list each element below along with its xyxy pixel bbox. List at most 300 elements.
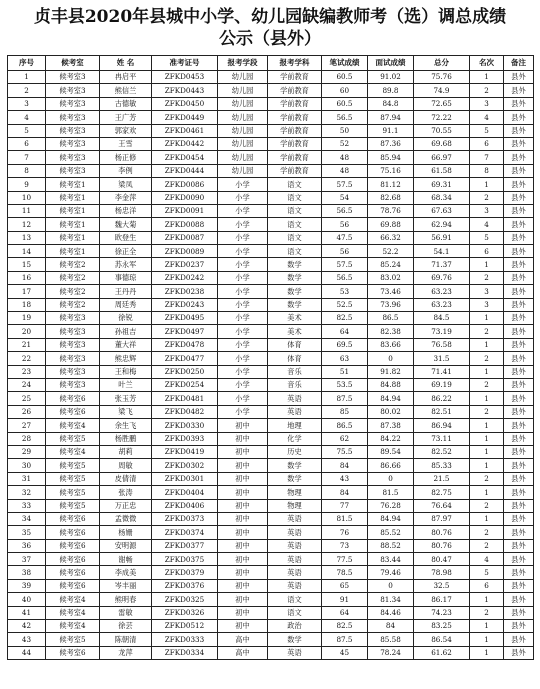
table-row (8, 164, 534, 177)
table-row (8, 472, 534, 485)
cell-ticket: ZFKD0443 (152, 84, 218, 97)
cell-interview: 79.46 (368, 566, 414, 579)
cell-stage: 初中 (218, 445, 268, 458)
cell-remark: 县外 (504, 593, 534, 606)
cell-written: 87.5 (322, 633, 368, 646)
cell-interview: 85.94 (368, 151, 414, 164)
cell-remark: 县外 (504, 137, 534, 150)
cell-seq: 26 (8, 405, 46, 418)
cell-name: 孟微微 (100, 512, 152, 525)
cell-subject: 学前教育 (268, 164, 322, 177)
cell-seq: 14 (8, 245, 46, 258)
cell-written: 48 (322, 151, 368, 164)
table-row (8, 646, 534, 659)
cell-remark: 县外 (504, 392, 534, 405)
cell-ticket: ZFKD0373 (152, 512, 218, 525)
cell-total: 69.76 (414, 271, 470, 284)
cell-name: 孙祖吉 (100, 325, 152, 338)
cell-room: 候考室3 (46, 338, 100, 351)
cell-room: 候考室5 (46, 499, 100, 512)
cell-subject: 化学 (268, 432, 322, 445)
cell-interview: 84 (368, 620, 414, 633)
cell-remark: 县外 (504, 285, 534, 298)
cell-name: 徐芸 (100, 620, 152, 633)
cell-name: 事德琼 (100, 271, 152, 284)
cell-written: 57.5 (322, 258, 368, 271)
cell-written: 56 (322, 218, 368, 231)
cell-written: 84 (322, 486, 368, 499)
cell-remark: 县外 (504, 178, 534, 191)
table-row (8, 445, 534, 458)
table-row (8, 539, 534, 552)
cell-room: 候考室6 (46, 646, 100, 659)
cell-room: 候考室3 (46, 124, 100, 137)
cell-total: 80.76 (414, 539, 470, 552)
cell-written: 78.5 (322, 566, 368, 579)
cell-interview: 81.12 (368, 178, 414, 191)
cell-name: 叶兰 (100, 378, 152, 391)
cell-remark: 县外 (504, 432, 534, 445)
table-row (8, 378, 534, 391)
cell-remark: 县外 (504, 204, 534, 217)
cell-ticket: ZFKD0088 (152, 218, 218, 231)
cell-rank: 7 (470, 151, 504, 164)
cell-total: 69.68 (414, 137, 470, 150)
cell-seq: 27 (8, 419, 46, 432)
cell-name: 李成美 (100, 566, 152, 579)
cell-subject: 数学 (268, 298, 322, 311)
cell-rank: 2 (470, 352, 504, 365)
cell-written: 43 (322, 472, 368, 485)
cell-written: 73 (322, 539, 368, 552)
cell-room: 候考室3 (46, 312, 100, 325)
cell-interview: 81.34 (368, 593, 414, 606)
cell-room: 候考室6 (46, 526, 100, 539)
cell-remark: 县外 (504, 620, 534, 633)
cell-stage: 幼儿园 (218, 151, 268, 164)
cell-ticket: ZFKD0477 (152, 352, 218, 365)
cell-seq: 38 (8, 566, 46, 579)
cell-ticket: ZFKD0495 (152, 312, 218, 325)
table-row (8, 285, 534, 298)
cell-remark: 县外 (504, 512, 534, 525)
cell-seq: 6 (8, 137, 46, 150)
table-row (8, 459, 534, 472)
cell-rank: 1 (470, 486, 504, 499)
cell-stage: 初中 (218, 486, 268, 499)
cell-interview: 0 (368, 472, 414, 485)
cell-written: 82.5 (322, 620, 368, 633)
column-header-written: 笔试成绩 (322, 56, 368, 71)
cell-interview: 86.66 (368, 459, 414, 472)
cell-stage: 幼儿园 (218, 84, 268, 97)
cell-ticket: ZFKD0090 (152, 191, 218, 204)
cell-total: 61.58 (414, 164, 470, 177)
cell-seq: 1 (8, 71, 46, 84)
cell-stage: 高中 (218, 646, 268, 659)
column-header-subject: 报考学科 (268, 56, 322, 71)
cell-seq: 8 (8, 164, 46, 177)
cell-room: 候考室5 (46, 472, 100, 485)
cell-remark: 县外 (504, 298, 534, 311)
cell-interview: 87.38 (368, 419, 414, 432)
cell-seq: 5 (8, 124, 46, 137)
cell-stage: 初中 (218, 419, 268, 432)
cell-ticket: ZFKD0242 (152, 271, 218, 284)
cell-room: 候考室2 (46, 298, 100, 311)
table-row (8, 352, 534, 365)
cell-subject: 语文 (268, 245, 322, 258)
cell-subject: 语文 (268, 204, 322, 217)
table-row (8, 553, 534, 566)
cell-ticket: ZFKD0497 (152, 325, 218, 338)
cell-ticket: ZFKD0454 (152, 151, 218, 164)
cell-total: 70.55 (414, 124, 470, 137)
table-row (8, 512, 534, 525)
cell-seq: 10 (8, 191, 46, 204)
cell-room: 候考室6 (46, 512, 100, 525)
cell-seq: 12 (8, 218, 46, 231)
cell-name: 余生飞 (100, 419, 152, 432)
cell-name: 王雪 (100, 137, 152, 150)
cell-rank: 1 (470, 620, 504, 633)
cell-name: 龙萍 (100, 646, 152, 659)
cell-interview: 81.5 (368, 486, 414, 499)
cell-total: 73.19 (414, 325, 470, 338)
cell-written: 87.5 (322, 392, 368, 405)
cell-room: 候考室5 (46, 486, 100, 499)
table-row (8, 499, 534, 512)
cell-name: 欧登生 (100, 231, 152, 244)
cell-name: 李例 (100, 164, 152, 177)
cell-name: 熊忠辉 (100, 352, 152, 365)
cell-name: 雷敏 (100, 606, 152, 619)
cell-written: 63 (322, 352, 368, 365)
cell-written: 64 (322, 606, 368, 619)
cell-subject: 学前教育 (268, 151, 322, 164)
cell-remark: 县外 (504, 566, 534, 579)
cell-interview: 80.02 (368, 405, 414, 418)
cell-remark: 县外 (504, 445, 534, 458)
cell-ticket: ZFKD0374 (152, 526, 218, 539)
cell-total: 61.62 (414, 646, 470, 659)
cell-ticket: ZFKD0087 (152, 231, 218, 244)
cell-name: 徐锐 (100, 312, 152, 325)
cell-rank: 2 (470, 472, 504, 485)
cell-total: 54.1 (414, 245, 470, 258)
cell-stage: 小学 (218, 352, 268, 365)
cell-seq: 11 (8, 204, 46, 217)
cell-remark: 县外 (504, 258, 534, 271)
cell-interview: 66.32 (368, 231, 414, 244)
cell-subject: 英语 (268, 405, 322, 418)
cell-ticket: ZFKD0478 (152, 338, 218, 351)
cell-stage: 幼儿园 (218, 111, 268, 124)
cell-seq: 7 (8, 151, 46, 164)
cell-ticket: ZFKD0450 (152, 97, 218, 110)
column-header-total: 总分 (414, 56, 470, 71)
cell-subject: 数学 (268, 271, 322, 284)
cell-stage: 小学 (218, 312, 268, 325)
cell-interview: 84.46 (368, 606, 414, 619)
cell-remark: 县外 (504, 378, 534, 391)
cell-room: 候考室1 (46, 231, 100, 244)
cell-name: 谢畅 (100, 553, 152, 566)
table-row (8, 271, 534, 284)
cell-room: 候考室4 (46, 445, 100, 458)
cell-room: 候考室3 (46, 164, 100, 177)
cell-rank: 1 (470, 646, 504, 659)
cell-name: 王和梅 (100, 365, 152, 378)
cell-room: 候考室3 (46, 325, 100, 338)
cell-stage: 小学 (218, 271, 268, 284)
cell-seq: 44 (8, 646, 46, 659)
cell-interview: 85.52 (368, 526, 414, 539)
cell-stage: 幼儿园 (218, 71, 268, 84)
cell-interview: 85.58 (368, 633, 414, 646)
cell-seq: 4 (8, 111, 46, 124)
cell-stage: 初中 (218, 606, 268, 619)
table-row (8, 620, 534, 633)
cell-room: 候考室1 (46, 191, 100, 204)
cell-interview: 0 (368, 352, 414, 365)
cell-ticket: ZFKD0326 (152, 606, 218, 619)
cell-remark: 县外 (504, 325, 534, 338)
cell-written: 56.5 (322, 111, 368, 124)
cell-name: 周廷秀 (100, 298, 152, 311)
cell-interview: 89.54 (368, 445, 414, 458)
cell-remark: 县外 (504, 352, 534, 365)
cell-remark: 县外 (504, 84, 534, 97)
cell-total: 82.75 (414, 486, 470, 499)
cell-name: 周敏 (100, 459, 152, 472)
cell-rank: 5 (470, 124, 504, 137)
cell-remark: 县外 (504, 271, 534, 284)
cell-total: 31.5 (414, 352, 470, 365)
table-row (8, 419, 534, 432)
cell-remark: 县外 (504, 526, 534, 539)
cell-rank: 1 (470, 633, 504, 646)
cell-stage: 小学 (218, 204, 268, 217)
cell-stage: 初中 (218, 539, 268, 552)
cell-room: 候考室3 (46, 137, 100, 150)
cell-ticket: ZFKD0442 (152, 137, 218, 150)
cell-seq: 2 (8, 84, 46, 97)
cell-written: 47.5 (322, 231, 368, 244)
cell-name: 熊信兰 (100, 84, 152, 97)
cell-subject: 政治 (268, 620, 322, 633)
cell-rank: 3 (470, 285, 504, 298)
cell-ticket: ZFKD0376 (152, 579, 218, 592)
table-row (8, 633, 534, 646)
cell-room: 候考室3 (46, 97, 100, 110)
cell-remark: 县外 (504, 338, 534, 351)
cell-stage: 初中 (218, 512, 268, 525)
cell-seq: 22 (8, 352, 46, 365)
cell-stage: 初中 (218, 566, 268, 579)
cell-remark: 县外 (504, 164, 534, 177)
cell-remark: 县外 (504, 124, 534, 137)
cell-name: 安明源 (100, 539, 152, 552)
cell-ticket: ZFKD0334 (152, 646, 218, 659)
cell-ticket: ZFKD0481 (152, 392, 218, 405)
cell-written: 75.5 (322, 445, 368, 458)
cell-room: 候考室4 (46, 606, 100, 619)
cell-name: 李金萍 (100, 191, 152, 204)
cell-total: 86.17 (414, 593, 470, 606)
cell-name: 张涛 (100, 486, 152, 499)
table-row (8, 486, 534, 499)
cell-ticket: ZFKD0086 (152, 178, 218, 191)
cell-remark: 县外 (504, 633, 534, 646)
cell-seq: 34 (8, 512, 46, 525)
cell-subject: 英语 (268, 566, 322, 579)
cell-total: 56.91 (414, 231, 470, 244)
cell-total: 82.51 (414, 405, 470, 418)
cell-ticket: ZFKD0375 (152, 553, 218, 566)
cell-rank: 1 (470, 512, 504, 525)
cell-rank: 2 (470, 325, 504, 338)
cell-seq: 39 (8, 579, 46, 592)
cell-name: 董大祥 (100, 338, 152, 351)
cell-subject: 数学 (268, 472, 322, 485)
cell-interview: 73.46 (368, 285, 414, 298)
cell-seq: 15 (8, 258, 46, 271)
cell-total: 80.76 (414, 526, 470, 539)
cell-written: 84 (322, 459, 368, 472)
cell-total: 76.58 (414, 338, 470, 351)
cell-room: 候考室1 (46, 218, 100, 231)
cell-interview: 91.82 (368, 365, 414, 378)
cell-seq: 42 (8, 620, 46, 633)
cell-rank: 1 (470, 593, 504, 606)
cell-room: 候考室3 (46, 365, 100, 378)
cell-room: 候考室3 (46, 84, 100, 97)
cell-ticket: ZFKD0406 (152, 499, 218, 512)
document-subtitle: 公示（县外） (219, 29, 321, 49)
table-row (8, 191, 534, 204)
cell-stage: 小学 (218, 365, 268, 378)
cell-total: 73.11 (414, 432, 470, 445)
table-row (8, 365, 534, 378)
cell-subject: 英语 (268, 553, 322, 566)
cell-subject: 数学 (268, 285, 322, 298)
cell-room: 候考室2 (46, 258, 100, 271)
cell-seq: 30 (8, 459, 46, 472)
cell-ticket: ZFKD0482 (152, 405, 218, 418)
cell-interview: 83.02 (368, 271, 414, 284)
table-row (8, 566, 534, 579)
cell-interview: 73.96 (368, 298, 414, 311)
table-row (8, 178, 534, 191)
cell-rank: 8 (470, 164, 504, 177)
cell-rank: 3 (470, 97, 504, 110)
cell-ticket: ZFKD0404 (152, 486, 218, 499)
cell-seq: 9 (8, 178, 46, 191)
cell-written: 53.5 (322, 378, 368, 391)
cell-room: 候考室6 (46, 553, 100, 566)
cell-subject: 语文 (268, 231, 322, 244)
cell-ticket: ZFKD0377 (152, 539, 218, 552)
cell-subject: 美术 (268, 325, 322, 338)
cell-rank: 2 (470, 271, 504, 284)
cell-stage: 初中 (218, 579, 268, 592)
cell-room: 候考室4 (46, 593, 100, 606)
cell-subject: 体育 (268, 338, 322, 351)
cell-ticket: ZFKD0250 (152, 365, 218, 378)
cell-room: 候考室6 (46, 405, 100, 418)
cell-written: 52 (322, 137, 368, 150)
cell-ticket: ZFKD0325 (152, 593, 218, 606)
cell-name: 岑丰丽 (100, 579, 152, 592)
cell-interview: 86.5 (368, 312, 414, 325)
cell-rank: 6 (470, 245, 504, 258)
cell-total: 72.65 (414, 97, 470, 110)
cell-total: 71.41 (414, 365, 470, 378)
column-header-remark: 备注 (504, 56, 534, 71)
cell-subject: 英语 (268, 579, 322, 592)
cell-ticket: ZFKD0243 (152, 298, 218, 311)
cell-written: 81.5 (322, 512, 368, 525)
cell-ticket: ZFKD0453 (152, 71, 218, 84)
table-row (8, 84, 534, 97)
cell-stage: 小学 (218, 298, 268, 311)
cell-seq: 28 (8, 432, 46, 445)
cell-rank: 2 (470, 606, 504, 619)
cell-total: 84.5 (414, 312, 470, 325)
cell-interview: 82.68 (368, 191, 414, 204)
cell-remark: 县外 (504, 71, 534, 84)
cell-stage: 小学 (218, 325, 268, 338)
cell-ticket: ZFKD0333 (152, 633, 218, 646)
cell-total: 86.22 (414, 392, 470, 405)
cell-name: 万正忠 (100, 499, 152, 512)
cell-stage: 初中 (218, 593, 268, 606)
cell-written: 48 (322, 164, 368, 177)
cell-room: 候考室6 (46, 566, 100, 579)
cell-total: 75.76 (414, 71, 470, 84)
column-header-interview: 面试成绩 (368, 56, 414, 71)
cell-ticket: ZFKD0091 (152, 204, 218, 217)
cell-name: 胡莉 (100, 445, 152, 458)
cell-name: 魏大菊 (100, 218, 152, 231)
cell-room: 候考室3 (46, 352, 100, 365)
document-title: 贞丰县2020年县城中小学、幼儿园缺编教师考（选）调总成绩 (33, 7, 507, 27)
cell-seq: 36 (8, 539, 46, 552)
cell-subject: 历史 (268, 445, 322, 458)
cell-written: 60 (322, 84, 368, 97)
cell-remark: 县外 (504, 553, 534, 566)
cell-remark: 县外 (504, 472, 534, 485)
cell-seq: 29 (8, 445, 46, 458)
table-row (8, 432, 534, 445)
cell-subject: 数学 (268, 258, 322, 271)
cell-room: 候考室3 (46, 378, 100, 391)
cell-subject: 学前教育 (268, 124, 322, 137)
cell-remark: 县外 (504, 499, 534, 512)
cell-rank: 2 (470, 191, 504, 204)
cell-name: 皮倩清 (100, 472, 152, 485)
cell-name: 陈朝清 (100, 633, 152, 646)
cell-interview: 84.94 (368, 512, 414, 525)
cell-seq: 41 (8, 606, 46, 619)
cell-written: 52.5 (322, 298, 368, 311)
cell-subject: 英语 (268, 512, 322, 525)
cell-remark: 县外 (504, 365, 534, 378)
cell-written: 56.5 (322, 271, 368, 284)
cell-subject: 物理 (268, 486, 322, 499)
cell-remark: 县外 (504, 312, 534, 325)
